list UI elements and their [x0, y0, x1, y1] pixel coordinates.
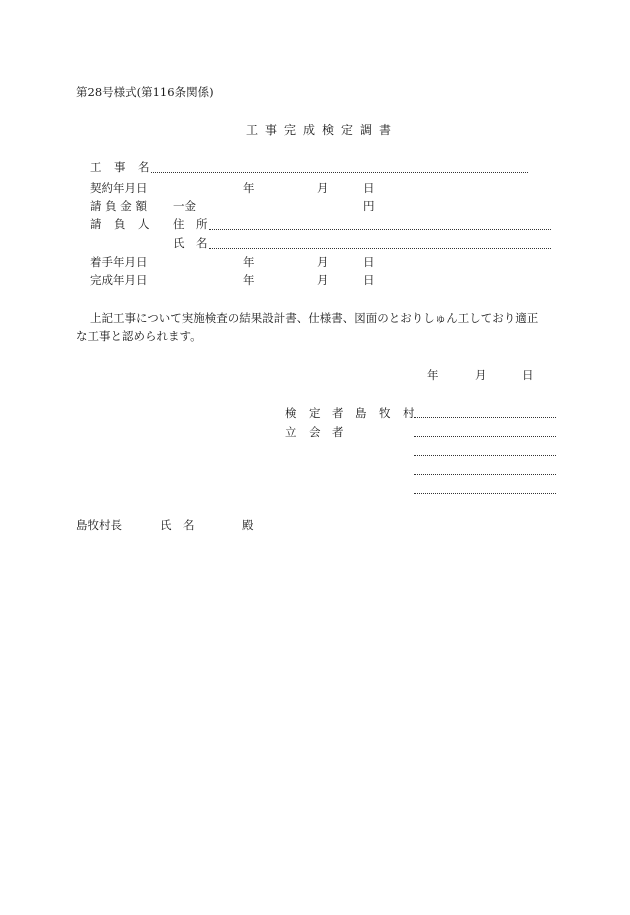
contract-date-label: 契約年月日	[90, 181, 148, 195]
contract-amount-unit: 円	[363, 199, 375, 213]
start-day-unit: 日	[363, 255, 375, 269]
inspector-label-char1: 検	[285, 406, 297, 420]
inspector-signature-blank[interactable]	[414, 417, 556, 418]
witness-signature-blank-4[interactable]	[414, 493, 556, 494]
contractor-label-char2: 負	[114, 217, 126, 231]
contractor-address-blank[interactable]	[209, 229, 551, 230]
address-label-char1: 住	[173, 217, 185, 231]
addressee-name-char1: 氏	[160, 518, 172, 532]
inspector-label-char3: 者	[332, 406, 344, 420]
addressee-title: 島牧村長	[76, 518, 122, 532]
start-year-unit: 年	[243, 255, 255, 269]
report-day-unit: 日	[522, 368, 534, 382]
contractor-label-char3: 人	[138, 217, 150, 231]
contract-amount-label: 請 負 金 額	[90, 199, 147, 213]
honorific: 殿	[242, 518, 254, 532]
village-name-char2: 牧	[379, 406, 391, 420]
completion-month-unit: 月	[317, 273, 329, 287]
completion-year-unit: 年	[243, 273, 255, 287]
contract-day-unit: 日	[363, 181, 375, 195]
contract-amount-prefix: 一金	[173, 199, 196, 213]
village-name-char1: 島	[355, 406, 367, 420]
form-number: 第28号様式(第116条関係)	[76, 85, 214, 99]
contractor-label-char1: 請	[90, 217, 102, 231]
project-name-label-char2: 事	[114, 160, 126, 174]
statement-line-1: 上記工事について実施検査の結果設計書、仕様書、図面のとおりしゅん工しており適正	[90, 311, 539, 325]
project-name-blank[interactable]	[151, 172, 528, 173]
document-title: 工事完成検定調書	[246, 123, 399, 137]
contractor-name-blank[interactable]	[209, 248, 551, 249]
address-label-char2: 所	[196, 217, 208, 231]
report-year-unit: 年	[427, 368, 439, 382]
name-label-char2: 名	[196, 236, 208, 250]
witness-label-char2: 会	[309, 425, 321, 439]
project-name-label-char3: 名	[138, 160, 150, 174]
completion-date-label: 完成年月日	[90, 273, 148, 287]
village-name-char3: 村	[403, 406, 415, 420]
statement-line-2: な工事と認められます。	[76, 329, 202, 343]
completion-day-unit: 日	[363, 273, 375, 287]
contract-month-unit: 月	[317, 181, 329, 195]
project-name-label-char1: 工	[90, 160, 102, 174]
addressee-name-char2: 名	[183, 518, 195, 532]
inspector-label-char2: 定	[309, 406, 321, 420]
witness-label-char1: 立	[285, 425, 297, 439]
contract-year-unit: 年	[243, 181, 255, 195]
report-month-unit: 月	[475, 368, 487, 382]
witness-signature-blank-1[interactable]	[414, 436, 556, 437]
witness-signature-blank-3[interactable]	[414, 474, 556, 475]
witness-label-char3: 者	[332, 425, 344, 439]
name-label-char1: 氏	[173, 236, 185, 250]
start-month-unit: 月	[317, 255, 329, 269]
witness-signature-blank-2[interactable]	[414, 455, 556, 456]
start-date-label: 着手年月日	[90, 255, 148, 269]
